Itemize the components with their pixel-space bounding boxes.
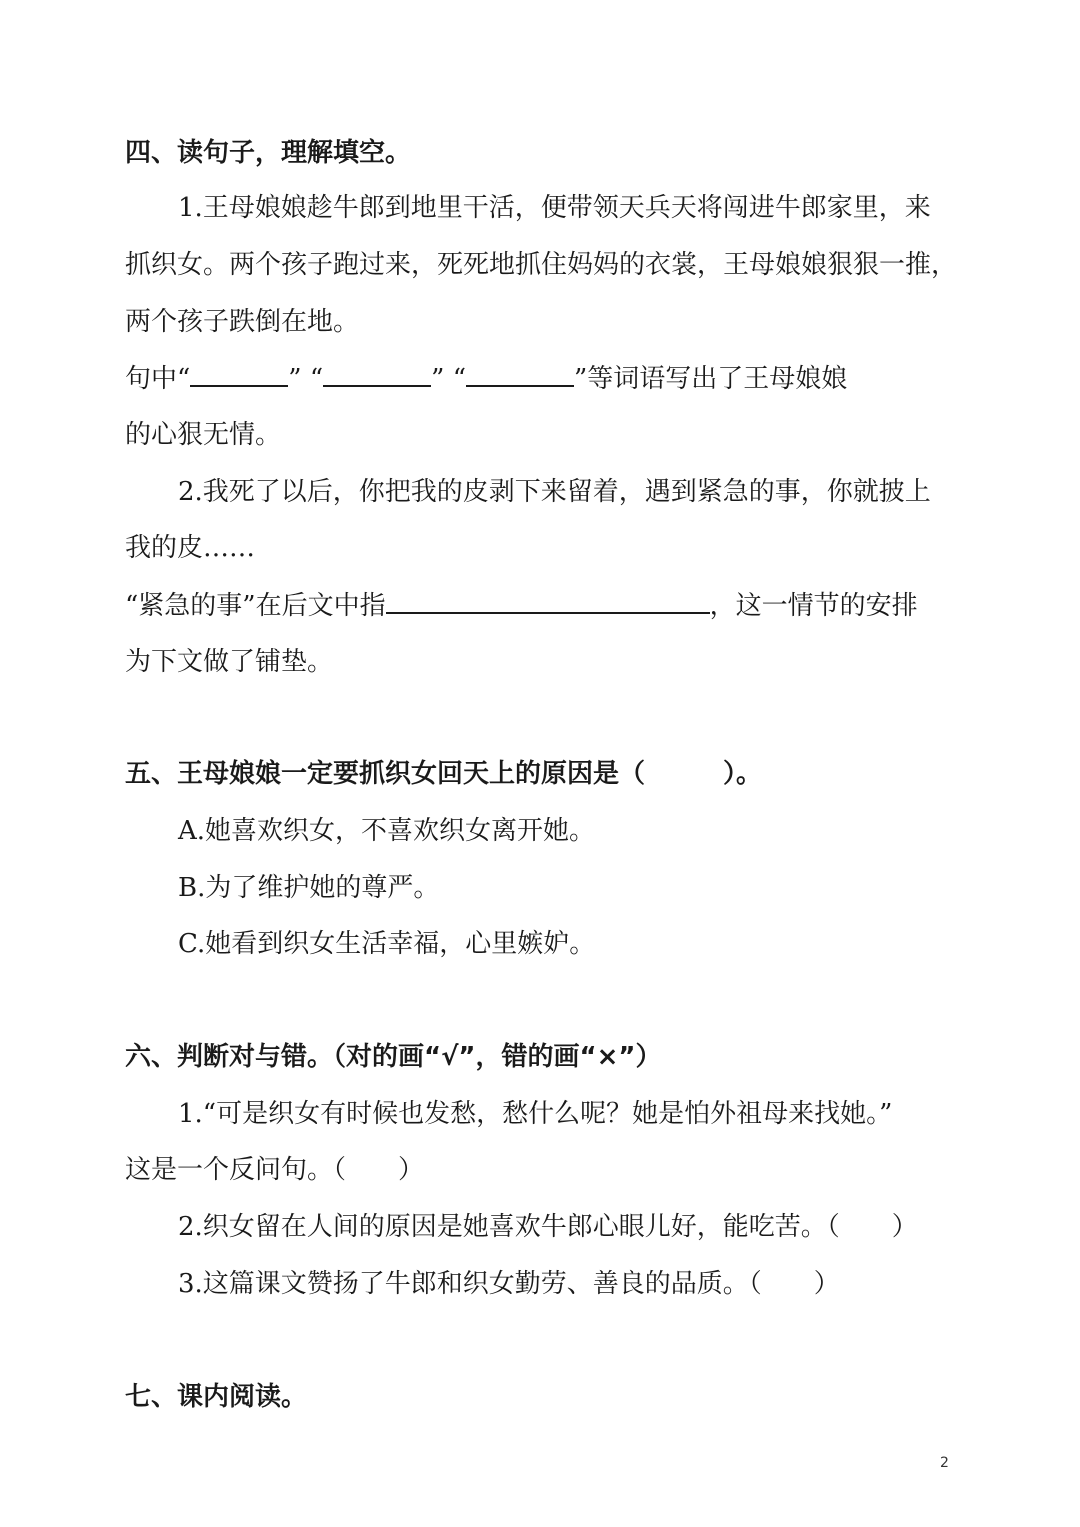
fill-suffix: ”等词语写出了王母娘娘 <box>574 364 848 394</box>
section-5-heading: 五、王母娘娘一定要抓织女回天上的原因是（ ）。 <box>125 759 763 789</box>
s6-q1-line-2: 这是一个反问句。（ ） <box>125 1155 425 1185</box>
answer-blank-3[interactable] <box>466 361 574 387</box>
option-c[interactable]: C.她看到织女生活幸福，心里嫉妒。 <box>178 929 596 959</box>
option-a[interactable]: A.她喜欢织女，不喜欢织女离开她。 <box>178 816 596 846</box>
s6-q3: 3.这篇课文赞扬了牛郎和织女勤劳、善良的品质。（ ） <box>178 1269 840 1299</box>
s4-q2-line-1: 2.我死了以后，你把我的皮剥下来留着，遇到紧急的事，你就披上 <box>178 477 931 507</box>
section-6-heading: 六、判断对与错。（对的画“√”，错的画“×”） <box>125 1042 662 1072</box>
answer-blank-2[interactable] <box>323 361 431 387</box>
fill-separator-2: ” “ <box>431 364 467 394</box>
answer-blank-4[interactable] <box>386 588 710 614</box>
s4-q2-line-2: 我的皮…… <box>125 533 256 563</box>
page-number: 2 <box>940 1455 949 1471</box>
fill-prefix: “紧急的事”在后文中指 <box>125 591 386 621</box>
s4-q1-fill-end: 的心狠无情。 <box>125 420 282 450</box>
fill-separator-1: ” “ <box>288 364 324 394</box>
s4-q1-line-1: 1.王母娘娘趁牛郎到地里干活，便带领天兵天将闯进牛郎家里，来 <box>178 193 931 223</box>
fill-prefix: 句中“ <box>125 364 191 394</box>
s4-q1-line-3: 两个孩子跌倒在地。 <box>125 307 360 337</box>
fill-suffix: ，这一情节的安排 <box>709 591 918 621</box>
s4-q2-fill-end: 为下文做了铺垫。 <box>125 647 334 677</box>
section-7-heading: 七、课内阅读。 <box>125 1382 308 1412</box>
s4-q1-fill-line <box>125 361 847 396</box>
s6-q2: 2.织女留在人间的原因是她喜欢牛郎心眼儿好，能吃苦。（ ） <box>178 1212 918 1242</box>
s4-q1-line-2: 抓织女。两个孩子跑过来，死死地抓住妈妈的衣裳，王母娘娘狠狠一推， <box>125 250 958 280</box>
s6-q1-line-1: 1.“可是织女有时候也发愁，愁什么呢？她是怕外祖母来找她。” <box>178 1099 893 1129</box>
section-4-heading: 四、读句子，理解填空。 <box>125 138 412 168</box>
option-b[interactable]: B.为了维护她的尊严。 <box>178 873 440 903</box>
answer-blank-1[interactable] <box>190 361 288 387</box>
s4-q2-fill-line <box>125 588 918 623</box>
